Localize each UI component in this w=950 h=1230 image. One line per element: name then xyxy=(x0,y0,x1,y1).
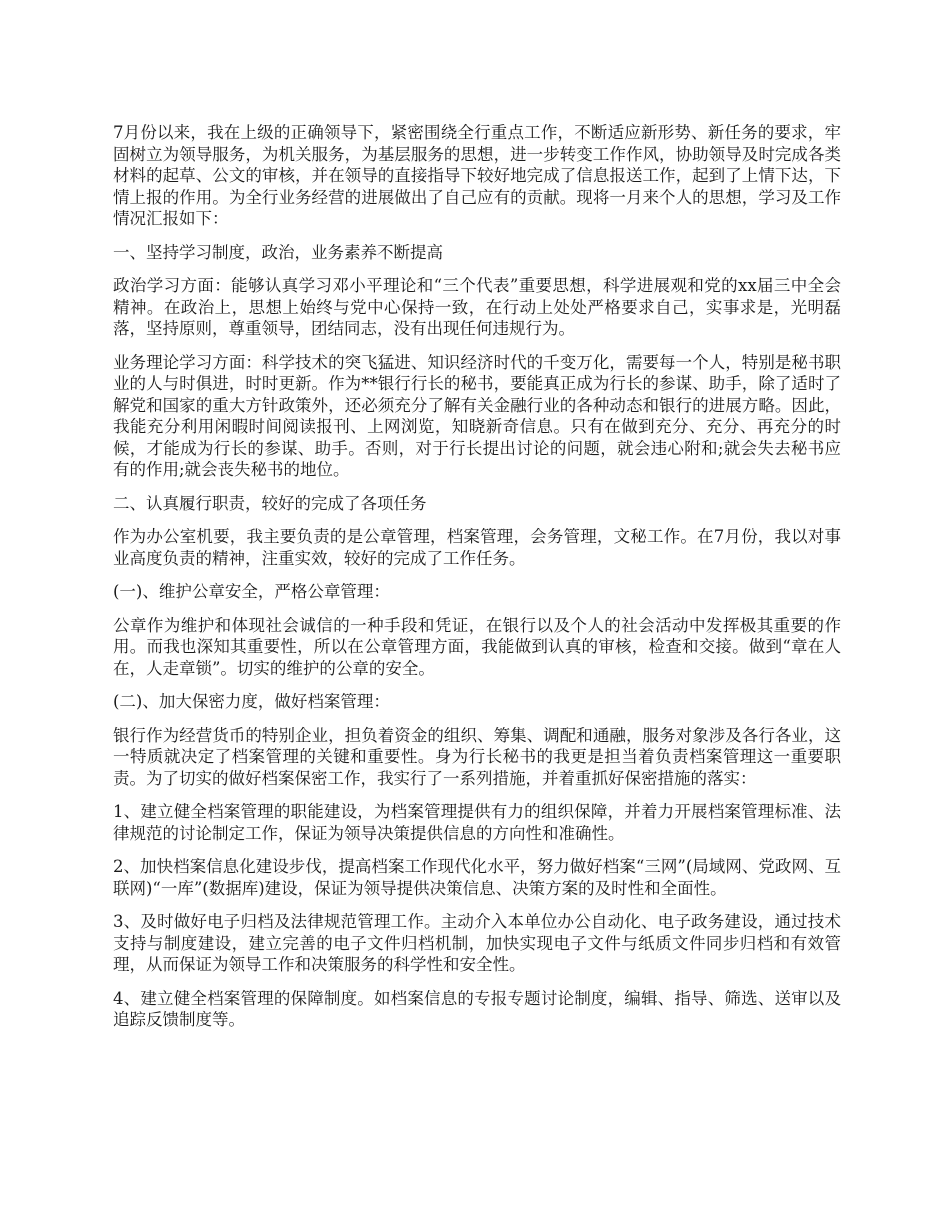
section-heading-1: 一、坚持学习制度，政治，业务素养不断提高 xyxy=(113,242,443,262)
measure-item-4: 4、建立健全档案管理的保障制度。如档案信息的专报专题讨论制度，编辑、指导、筛选、送审以及追踪反馈制度等。 xyxy=(113,988,841,1029)
business-study-paragraph: 业务理论学习方面：科学技术的突飞猛进、知识经济时代的千变万化，需要每一个人，特别是秘书职业的人与时俱进，时时更新。作为**银行行长的秘书，要能真正成为行长的参谋、助手，除了适时了解党和国家的重大方针政策外，还必须充分了解有关金融行业的各种动态和银行的进展方略。因此，我能充分利用闲暇时间阅读报刊、上网浏览，知晓新奇信息。只有在做到充分、充分、再充分的时候，才能成为行长的参谋、助手。否则，对于行长提出讨论的问题，就会违心附和;就会失去秘书应有的作用;就会丧失秘书的地位。 xyxy=(113,352,841,479)
political-study-paragraph: 政治学习方面：能够认真学习邓小平理论和“三个代表”重要思想，科学进展观和党的xx届三中全会精神。在政治上，思想上始终与党中心保持一致，在行动上处处严格要求自己，实事求是，光明磊落，坚持原则，尊重领导，团结同志，没有出现任何违规行为。 xyxy=(113,276,841,338)
subsection-heading-seal: (一)、维护公章安全，严格公章管理： xyxy=(113,582,390,601)
duties-paragraph: 作为办公室机要，我主要负责的是公章管理，档案管理，会务管理，文秘工作。在7月份，我以对事业高度负责的精神，注重实效，较好的完成了工作任务。 xyxy=(113,527,841,568)
measure-item-3: 3、及时做好电子归档及法律规范管理工作。主动介入本单位办公自动化、电子政务建设，通过技术支持与制度建设，建立完善的电子文件归档机制，加快实现电子文件与纸质文件同步归档和有效管理，从而保证为领导工作和决策服务的科学性和安全性。 xyxy=(113,912,841,974)
subsection-heading-archive: (二)、加大保密力度，做好档案管理： xyxy=(113,692,390,711)
measure-item-1: 1、建立健全档案管理的职能建设，为档案管理提供有力的组织保障，并着力开展档案管理标准、法律规范的讨论制定工作，保证为领导决策提供信息的方向性和准确性。 xyxy=(113,802,841,843)
document-body xyxy=(113,122,841,1043)
intro-paragraph: 7月份以来，我在上级的正确领导下，紧密围绕全行重点工作，不断适应新形势、新任务的要求，牢固树立为领导服务，为机关服务，为基层服务的思想，进一步转变工作作风，协助领导及时完成各类材料的起草、公文的审核，并在领导的直接指导下较好地完成了信息报送工作，起到了上情下达，下情上报的作用。为全行业务经营的进展做出了自己应有的贡献。现将一月来个人的思想，学习及工作情况汇报如下： xyxy=(113,123,841,228)
seal-management-paragraph: 公章作为维护和体现社会诚信的一种手段和凭证，在银行以及个人的社会活动中发挥极其重要的作用。而我也深知其重要性，所以在公章管理方面，我能做到认真的审核，检查和交接。做到“章在人在，人走章锁”。切实的维护的公章的安全。 xyxy=(113,615,841,678)
measure-item-2: 2、加快档案信息化建设步伐，提高档案工作现代化水平，努力做好档案“三网”(局域网、党政网、互联网)“一库”(数据库)建设，保证为领导提供决策信息、决策方案的及时性和全面性。 xyxy=(113,857,841,898)
archive-management-paragraph: 银行作为经营货币的特别企业，担负着资金的组织、筹集、调配和通融，服务对象涉及各行各业，这一特质就决定了档案管理的关键和重要性。身为行长秘书的我更是担当着负责档案管理这一重要职责。为了切实的做好档案保密工作，我实行了一系列措施，并着重抓好保密措施的落实： xyxy=(113,725,841,788)
section-heading-2: 二、认真履行职责，较好的完成了各项任务 xyxy=(113,493,427,513)
